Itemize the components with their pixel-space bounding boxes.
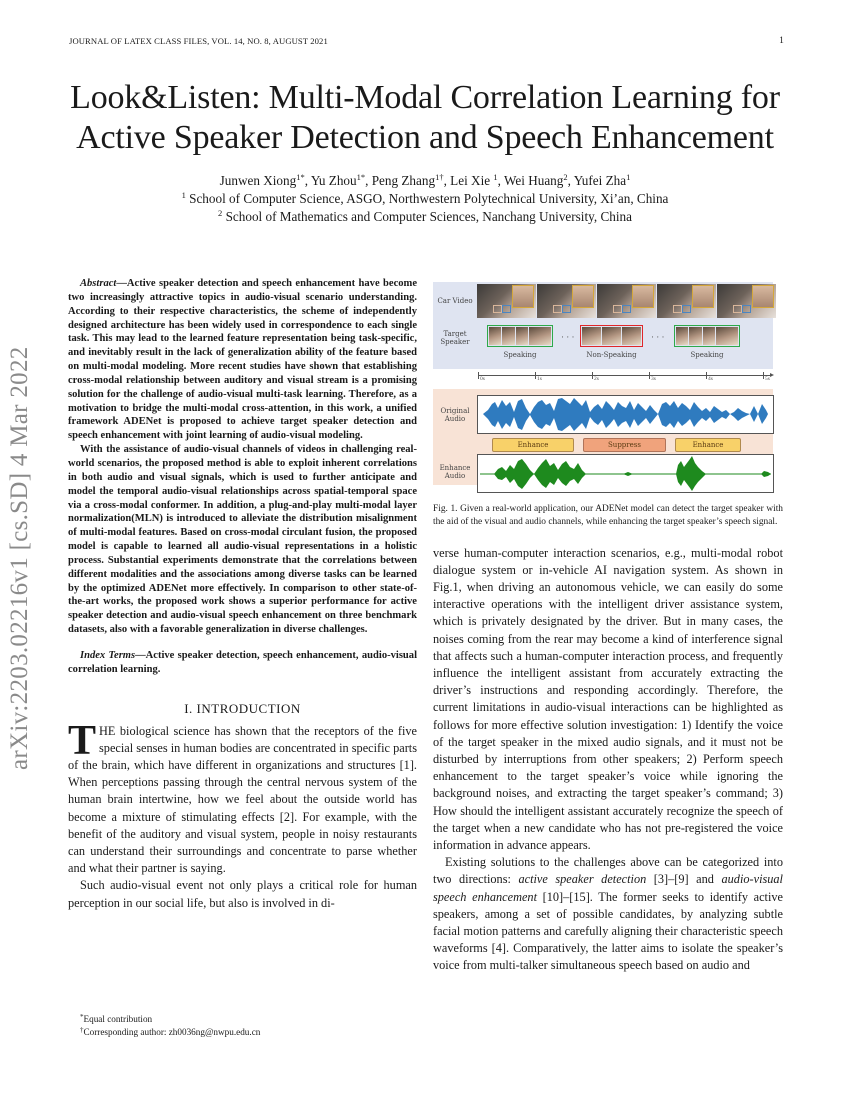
tick-label: 0s	[480, 376, 485, 382]
author: Yufei Zha	[573, 173, 627, 188]
author: Peng Zhang	[371, 173, 436, 188]
tick-label: 4s	[708, 376, 713, 382]
running-header	[69, 36, 784, 46]
video-frame	[717, 284, 776, 318]
footnotes	[80, 1013, 260, 1039]
author-mark: 1†	[435, 172, 444, 182]
author: Junwen Xiong	[219, 173, 297, 188]
affiliation-text: School of Mathematics and Computer Sciences, Nanchang University, China	[225, 209, 632, 224]
waveform-enhanced-icon	[478, 455, 773, 492]
page-number: 1	[779, 36, 784, 46]
author-mark: 1	[493, 172, 498, 182]
arxiv-stamp: arXiv:2203.02216v1 [cs.SD] 4 Mar 2022	[6, 346, 33, 770]
footnote-mark: †	[80, 1026, 84, 1034]
footnote-text: Corresponding author: zh0036ng@nwpu.edu.cn	[83, 1027, 261, 1037]
abstract-label: Abstract	[80, 278, 117, 289]
author: Lei Xie	[450, 173, 491, 188]
action-enhance: Enhance	[675, 438, 741, 452]
abstract	[68, 277, 417, 637]
non-speaking-strip	[580, 325, 643, 347]
affiliation-text: School of Computer Science, ASGO, Northwestern Polytechnical University, Xi’an, China	[189, 191, 669, 206]
label-line: Audio	[444, 415, 466, 423]
emphasis-term: audio-visual speech enhancement	[433, 872, 783, 904]
title-line-2: Active Speaker Detection and Speech Enhancement	[76, 119, 774, 156]
intro-body-left	[68, 717, 417, 912]
intro-para-2: Such audio-visual event not only plays a critical role for human perception in our social life, but also is involved in di-	[68, 878, 417, 910]
enhanced-waveform	[477, 454, 774, 493]
footnote-corresponding	[80, 1026, 260, 1039]
intro-para-1	[68, 717, 417, 878]
intro-para-1-text: HE biological science has shown that the receptors of the five special senses in human bodies are concentrated in specific parts of the brain, which have different in organizations and structures [1]. When perceptions passing through the central nervous system of the human brain intertwine, how we feel about the outside world has become a mixture of stimulating effects [2]. For example, with the benefit of the auditory and visual system, people in noisy restaurants can understand their surroundings and concentrate to parse whether and what their partner is saying.	[68, 723, 417, 876]
video-frame	[657, 284, 716, 318]
index-terms-label: Index Terms	[80, 649, 136, 661]
action-suppress: Suppress	[583, 438, 666, 452]
abstract-para-1: Abstract—Active speaker detection and speech enhancement have become two increasingly attractive topics in audio-visual scenario understanding. According to their respective characteristics, the scheme of independently designed architecture has been widely used in correspondence to each single task. This may lead to the learned feature representation being task-specific, and inevitably result in the lack of generalization ability of the feature based on multi-modal modeling. More recent studies have shown that establishing cross-modal relationship between auditory and visual stream is a promising solution for the challenge of audio-visual multi-task learning. Therefore, as a motivation to bridge the multi-modal cross-attention, in this work, a unified framework ADENet is proposed to achieve target speaker detection and speech enhancement with joint learning of audio-visual modeling.	[68, 278, 417, 442]
journal-name: JOURNAL OF LATEX CLASS FILES, VOL. 14, NO. 8, AUGUST 2021	[69, 36, 328, 46]
dropcap: T	[68, 717, 97, 764]
author-block	[40, 172, 810, 226]
abstract-para-2: With the assistance of audio-visual channels of videos in challenging real-world scenarios, the proposed method is able to exploit inherent correlations in both audio and visual signals, which is used to further anticipate and model the temporal audio-visual relationships across spatial-temporal space via a cross-modal conformer. In addition, a plug-and-play multi-modal layer normalization(MLN) is introduced to alleviate the distribution misalignment of multi-modal features. Based on cross-modal circulant fusion, the proposed model is capable to learned all audio-visual representations in a holistic process. Substantial experiments demonstrate that the correlations between different modalities and the associations among diverse tasks can be learned by the optimized ADENet more effectively. In comparison to other state-of-the-art works, the proposed work shows a superior performance for active speaker detection and audio-visual speech enhancement on three benchmark datasets, also with a favorable generalization in diverse challenges.	[68, 444, 417, 636]
index-terms-text: Active speaker detection, speech enhancement, audio-visual correlation learning.	[68, 649, 417, 675]
affiliation-1	[40, 190, 810, 208]
index-terms: Index Terms—Active speaker detection, speech enhancement, audio-visual correlation learning.	[68, 649, 417, 675]
segment-label: Speaking	[503, 351, 537, 359]
label-enhance-audio	[435, 464, 475, 480]
right-column	[433, 277, 783, 975]
original-waveform	[477, 395, 774, 434]
video-frame	[477, 284, 536, 318]
paper-title	[40, 78, 810, 158]
footnote-text: Equal contribution	[83, 1014, 153, 1024]
label-line: Target	[443, 330, 467, 338]
waveform-original-icon	[478, 396, 773, 433]
speaking-strip	[487, 325, 553, 347]
author-mark: 2	[563, 172, 568, 182]
author-mark: 1*	[356, 172, 366, 182]
author: Yu Zhou	[310, 173, 357, 188]
affiliation-mark: 1	[181, 190, 186, 200]
tick-label: 5s	[765, 376, 770, 382]
tick-label: 3s	[651, 376, 656, 382]
label-line: Original	[440, 407, 470, 415]
intro-para-3	[433, 854, 783, 974]
emphasis-term: active speaker detection	[518, 872, 647, 887]
label-line: Speaker	[440, 338, 470, 346]
author-mark: 1*	[296, 172, 305, 182]
author-mark: 1	[626, 172, 631, 182]
time-axis	[478, 375, 770, 382]
left-column	[68, 277, 417, 912]
tick-label: 1s	[537, 376, 542, 382]
label-target-speaker	[435, 330, 475, 346]
segment-label: Non-Speaking	[586, 351, 637, 359]
speaking-strip	[674, 325, 740, 347]
figure-1-caption: Fig. 1. Given a real-world application, our ADENet model can detect the target speaker with the aid of the visual and audio channels, while enhancing the target speaker’s speech signal.	[433, 504, 783, 527]
section-heading-introduction: I. INTRODUCTION	[184, 700, 301, 716]
author-list: Junwen Xiong$^{1*}$, Yu Zhou$^{1*}$, Peng Zhang$^{1\dagger}$, Lei Xie $^1$, Wei Huang$^2$, Yufei Zha$^1$	[219, 172, 631, 188]
video-frame	[537, 284, 596, 318]
affiliation-mark: 2	[218, 208, 223, 218]
ellipsis: · · ·	[651, 332, 665, 342]
action-enhance: Enhance	[492, 438, 574, 452]
label-line: Audio	[444, 472, 466, 480]
video-frame	[597, 284, 656, 318]
intro-para-2-continued: verse human-computer interaction scenarios, e.g., multi-modal robot dialogue system or in-vehicle AI navigation system. As shown in Fig.1, when driving an autonomous vehicle, we can easily do some interactive operations with the intelligent driver assistance system, which is privately designated by the driver. But in many cases, the noises coming from the rear may become a kind of interference signal that affects such a human-computer interaction process, and frequently influence the intelligent assistant from accurately extracting the driver’s instructions and responding accordingly. Therefore, the current limitations in audio-visual interactions can be highlighted as follows for more effective solution investigation: 1) Identify the voice of the target speaker in the mixed audio signals, and it must not be disturbed by interruptions from other speakers; 2) Perform speech enhancement to the target speaker’s voice while ignoring the background noises, and extracting the target speaker’s command; 3) How should the intelligent assistant accurately recognize the speech of the target when a new candidate who has not pre-registered the voice information in advance appears.	[433, 545, 783, 853]
para-text: [10]–[15]. The former seeks to identify active speakers, among a set of possible candidates, by analyzing subtle facial motion patterns and carefully aligning their characteristic speech waveforms [4]. Comparatively, the latter aims to isolate the speaker’s voice from multi-talker simultaneous speech based on audio and	[433, 889, 783, 973]
author: Wei Huang	[504, 173, 564, 188]
tick-label: 2s	[594, 376, 599, 382]
ellipsis: · · ·	[561, 332, 575, 342]
footnote-mark: *	[80, 1013, 84, 1021]
label-line: Enhance	[439, 464, 471, 472]
abstract-text: Active speaker detection and speech enhancement have become two increasingly attractive topics in audio-visual scenario understanding. According to their respective characteristics, the scheme of independently designed architecture has been widely used in correspondence to each single task. This may lead to the learned feature representation being task-specific, and inevitably result in the lack of generalization ability of the feature based on multi-modal modeling. More recent studies have shown that establishing cross-modal relationship between auditory and visual stream is a promising solution for the challenge of audio-visual multi-task learning. Therefore, as a motivation to bridge the multi-modal cross-attention, in this work, a unified framework ADENet is proposed to achieve target speaker detection and speech enhancement with joint learning of audio-visual modeling.	[68, 278, 417, 442]
segment-label: Speaking	[690, 351, 724, 359]
affiliation-2	[40, 208, 810, 226]
para-text: [3]–[9] and	[646, 872, 722, 887]
para-text: Existing solutions to the challenges above can be categorized into two directions:	[433, 855, 783, 887]
title-line-1: Look&Listen: Multi-Modal Correlation Learning for	[70, 79, 780, 116]
footnote-equal	[80, 1013, 260, 1026]
intro-body-right	[433, 545, 783, 975]
label-original-audio	[435, 407, 475, 423]
figure-1	[433, 277, 783, 495]
label-car-video: Car Video	[437, 297, 473, 305]
